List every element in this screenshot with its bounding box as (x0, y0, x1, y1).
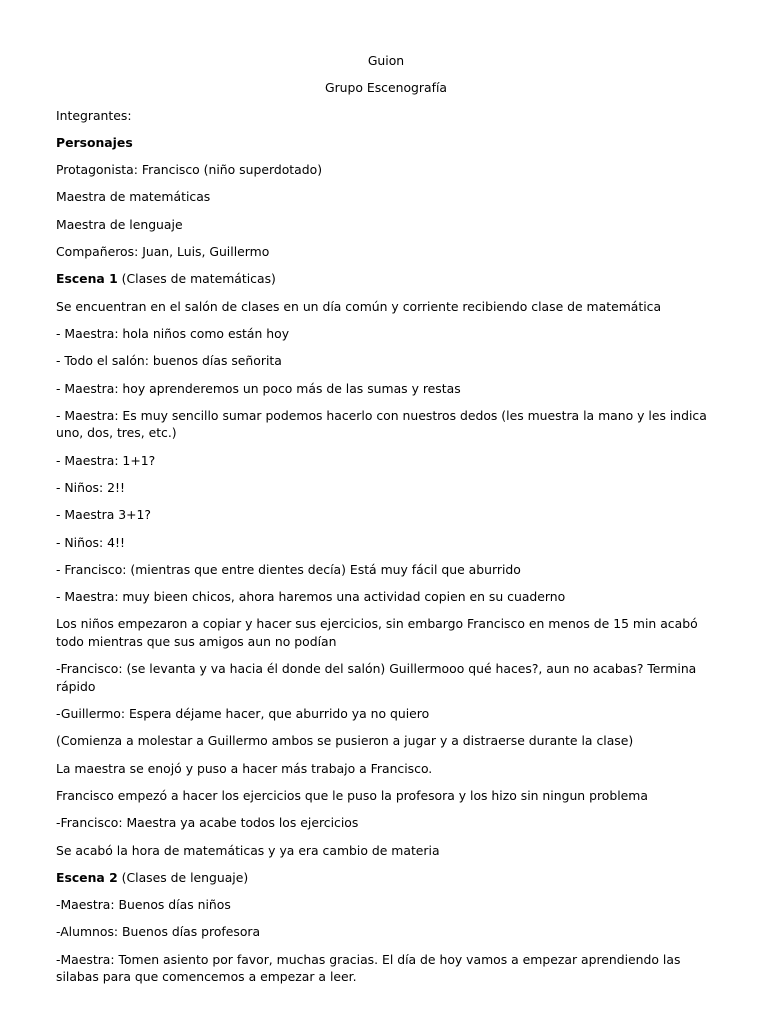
script-line: - Niños: 4!! (56, 534, 125, 550)
script-line: Francisco empezó a hacer los ejercicios que le puso la profesora y los hizo sin ningun problema (56, 787, 648, 803)
script-line: - Todo el salón: buenos días señorita (56, 353, 282, 369)
script-line: - Maestra: hola niños como están hoy (56, 325, 290, 341)
scene-1-heading-line (56, 270, 716, 288)
scene-2-heading: Escena 2 (56, 869, 118, 885)
script-line: -Alumnos: Buenos días profesora (56, 924, 261, 940)
script-line: Se acabó la hora de matemáticas y ya era cambio de materia (56, 842, 440, 858)
script-line: (Comienza a molestar a Guillermo ambos se pusieron a jugar y a distraerse durante la clase) (56, 733, 634, 749)
script-line: -Maestra: Tomen asiento por favor, muchas gracias. El día de hoy vamos a empezar aprendiendo las silabas para que comencemos a empezar a leer. (56, 951, 681, 985)
script-line: -Maestra: Buenos días niños (56, 897, 231, 913)
character-line: Protagonista: Francisco (niño superdotado) (56, 162, 323, 178)
characters-heading: Personajes (56, 134, 133, 150)
script-line: - Maestra 3+1? (56, 507, 151, 523)
script-line: -Francisco: (se levanta y va hacia él donde del salón) Guillermooo qué haces?, aun no acabas? Termina rápido (56, 661, 697, 694)
script-line: - Maestra: Es muy sencillo sumar podemos hacerlo con nuestros dedos (les muestra la mano y les indica uno, dos, tres, etc.) (56, 407, 707, 441)
scene-1-heading: Escena 1 (56, 271, 118, 287)
document-title: Guion (367, 53, 405, 68)
scene-1-subtitle: (Clases de matemáticas) (117, 271, 276, 287)
document-page (56, 52, 716, 996)
script-line: Se encuentran en el salón de clases en un día común y corriente recibiendo clase de matemática (56, 298, 662, 314)
script-line: - Niños: 2!! (56, 479, 125, 495)
scene-2-subtitle: (Clases de lenguaje) (117, 869, 249, 885)
character-line: Maestra de matemáticas (56, 189, 211, 205)
group-name: Grupo Escenografía (324, 80, 448, 96)
members-label: Integrantes: (56, 107, 132, 123)
script-line: - Maestra: hoy aprenderemos un poco más de las sumas y restas (56, 380, 461, 396)
character-line: Maestra de lenguaje (56, 216, 183, 232)
script-line: - Maestra: muy bieen chicos, ahora haremos una actividad copien en su cuaderno (56, 589, 566, 605)
script-line: - Francisco: (mientras que entre dientes decía) Está muy fácil que aburrido (56, 561, 521, 577)
scene-2-heading-line (56, 869, 716, 887)
script-line: -Francisco: Maestra ya acabe todos los ejercicios (56, 815, 359, 831)
script-line: - Maestra: 1+1? (56, 452, 156, 468)
character-line: Compañeros: Juan, Luis, Guillermo (56, 244, 270, 260)
script-line: Los niños empezaron a copiar y hacer sus ejercicios, sin embargo Francisco en menos de 15 min acabó todo mientras que sus amigos aun no podían (56, 616, 698, 649)
script-line: La maestra se enojó y puso a hacer más trabajo a Francisco. (56, 760, 433, 776)
script-line: -Guillermo: Espera déjame hacer, que aburrido ya no quiero (56, 706, 430, 722)
